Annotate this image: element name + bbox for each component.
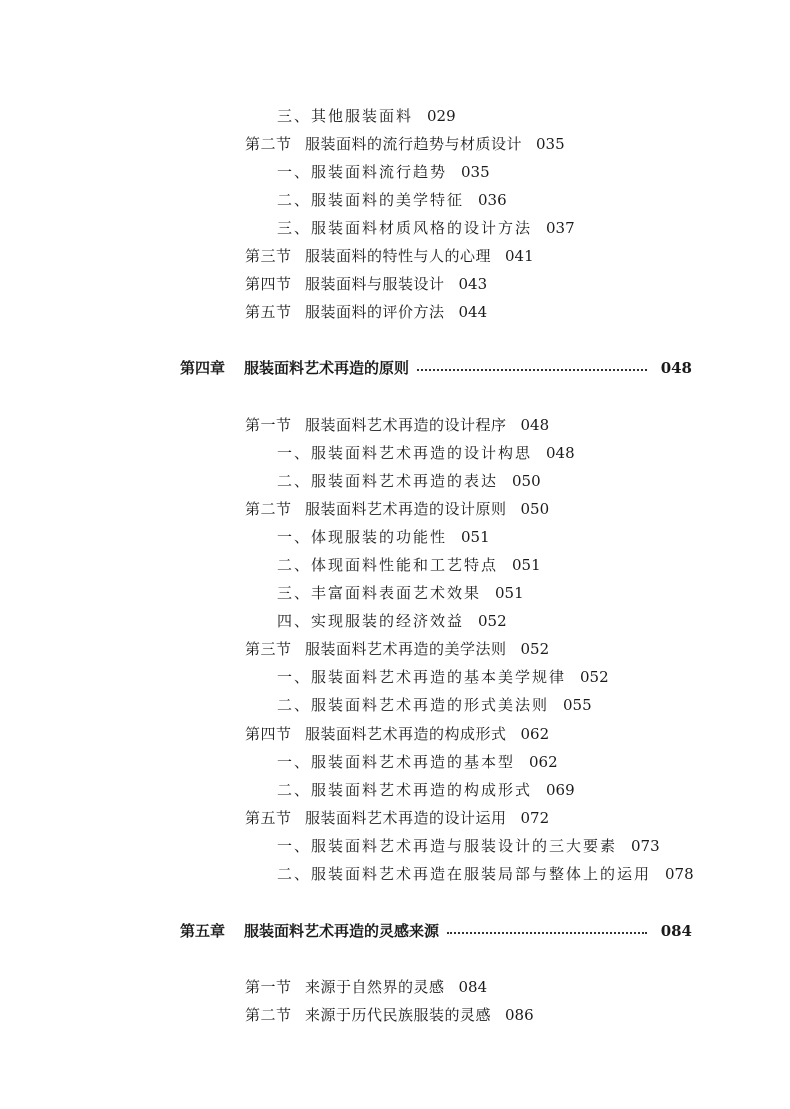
entry-title: 服装面料艺术再造的设计运用 xyxy=(305,809,507,827)
toc-entry xyxy=(277,695,592,715)
section-label: 第三节 xyxy=(245,247,292,265)
toc-section xyxy=(245,274,487,294)
section-label: 第五节 xyxy=(245,809,292,827)
entry-title: 二、服装面料艺术再造的构成形式 xyxy=(277,781,533,799)
entry-title: 服装面料艺术再造的设计程序 xyxy=(305,416,507,434)
entry-title: 服装面料的特性与人的心理 xyxy=(305,247,492,265)
page-number: 037 xyxy=(546,219,575,237)
entry-title: 二、服装面料艺术再造的形式美法则 xyxy=(277,696,550,714)
page-number: 084 xyxy=(660,922,692,940)
page-number: 084 xyxy=(458,978,488,996)
dot-leader xyxy=(417,369,647,371)
entry-title: 一、服装面料流行趋势 xyxy=(277,163,448,181)
section-label: 第三节 xyxy=(245,640,292,658)
page-number: 029 xyxy=(427,107,456,125)
entry-title: 三、服装面料材质风格的设计方法 xyxy=(277,219,533,237)
section-label: 第二节 xyxy=(245,500,292,518)
entry-title: 服装面料的评价方法 xyxy=(305,303,445,321)
toc-entry xyxy=(277,218,575,238)
toc-entry xyxy=(277,555,541,575)
page-number: 052 xyxy=(520,640,550,658)
toc-section xyxy=(245,639,549,659)
entry-title: 来源于历代民族服装的灵感 xyxy=(305,1006,492,1024)
entry-title: 二、服装面料的美学特征 xyxy=(277,191,465,209)
section-label: 第四节 xyxy=(245,725,292,743)
chapter-label: 第五章 xyxy=(180,922,226,940)
toc-entry xyxy=(277,667,609,687)
page-number: 035 xyxy=(461,163,490,181)
page-number: 051 xyxy=(495,584,524,602)
toc-entry xyxy=(277,780,575,800)
toc-section xyxy=(245,499,549,519)
entry-title: 一、服装面料艺术再造的基本美学规律 xyxy=(277,668,567,686)
toc-section xyxy=(245,724,549,744)
toc-section xyxy=(245,302,487,322)
section-label: 第一节 xyxy=(245,416,292,434)
page-number: 044 xyxy=(458,303,488,321)
entry-title: 来源于自然界的灵感 xyxy=(305,978,445,996)
entry-title: 二、体现面料性能和工艺特点 xyxy=(277,556,499,574)
page-number: 078 xyxy=(665,865,694,883)
page-number: 048 xyxy=(546,444,575,462)
entry-title: 一、服装面料艺术再造的设计构思 xyxy=(277,444,533,462)
entry-title: 三、丰富面料表面艺术效果 xyxy=(277,584,482,602)
page-number: 041 xyxy=(505,247,534,265)
chapter-label: 第四章 xyxy=(180,359,226,377)
section-label: 第四节 xyxy=(245,275,292,293)
page-number: 035 xyxy=(536,135,565,153)
toc-section xyxy=(245,246,534,266)
toc-entry xyxy=(277,752,558,772)
entry-title: 服装面料艺术再造的构成形式 xyxy=(305,725,507,743)
page-number: 051 xyxy=(512,556,541,574)
page-number: 062 xyxy=(529,753,558,771)
toc-section xyxy=(245,415,549,435)
page-number: 055 xyxy=(563,696,592,714)
section-label: 第二节 xyxy=(245,1006,292,1024)
toc-chapter xyxy=(180,357,692,379)
toc-section xyxy=(245,977,487,997)
toc-entry xyxy=(277,527,490,547)
entry-title: 服装面料艺术再造的美学法则 xyxy=(305,640,507,658)
section-label: 第五节 xyxy=(245,303,292,321)
page-number: 073 xyxy=(631,837,660,855)
page-number: 043 xyxy=(458,275,488,293)
toc-chapter xyxy=(180,920,692,942)
entry-title: 四、实现服装的经济效益 xyxy=(277,612,465,630)
toc-entry xyxy=(277,864,694,884)
page-number: 086 xyxy=(505,1006,534,1024)
entry-title: 三、其他服装面料 xyxy=(277,107,414,125)
toc-entry xyxy=(277,583,524,603)
toc-entry xyxy=(277,106,456,126)
chapter-title: 服装面料艺术再造的灵感来源 xyxy=(244,922,440,940)
entry-title: 二、服装面料艺术再造的表达 xyxy=(277,472,499,490)
dot-leader xyxy=(447,932,647,934)
page-number: 052 xyxy=(478,612,507,630)
entry-title: 服装面料艺术再造的设计原则 xyxy=(305,500,507,518)
chapter-title: 服装面料艺术再造的原则 xyxy=(244,359,410,377)
toc-entry xyxy=(277,162,490,182)
entry-title: 一、体现服装的功能性 xyxy=(277,528,448,546)
toc-section xyxy=(245,134,565,154)
section-label: 第一节 xyxy=(245,978,292,996)
page-number: 052 xyxy=(580,668,609,686)
page-number: 050 xyxy=(520,500,550,518)
page-number: 050 xyxy=(512,472,541,490)
page-number: 036 xyxy=(478,191,507,209)
entry-title: 服装面料与服装设计 xyxy=(305,275,445,293)
page-number: 062 xyxy=(520,725,550,743)
toc-entry xyxy=(277,190,507,210)
page-number: 048 xyxy=(660,359,692,377)
entry-title: 服装面料的流行趋势与材质设计 xyxy=(305,135,523,153)
toc-entry xyxy=(277,611,507,631)
toc-section xyxy=(245,808,549,828)
entry-title: 二、服装面料艺术再造在服装局部与整体上的运用 xyxy=(277,865,652,883)
page-number: 072 xyxy=(520,809,550,827)
entry-title: 一、服装面料艺术再造与服装设计的三大要素 xyxy=(277,837,618,855)
toc-section xyxy=(245,1005,534,1025)
page-number: 069 xyxy=(546,781,575,799)
toc-entry xyxy=(277,443,575,463)
page-number: 051 xyxy=(461,528,490,546)
page-number: 048 xyxy=(520,416,550,434)
toc-entry xyxy=(277,836,660,856)
section-label: 第二节 xyxy=(245,135,292,153)
toc-entry xyxy=(277,471,541,491)
entry-title: 一、服装面料艺术再造的基本型 xyxy=(277,753,516,771)
